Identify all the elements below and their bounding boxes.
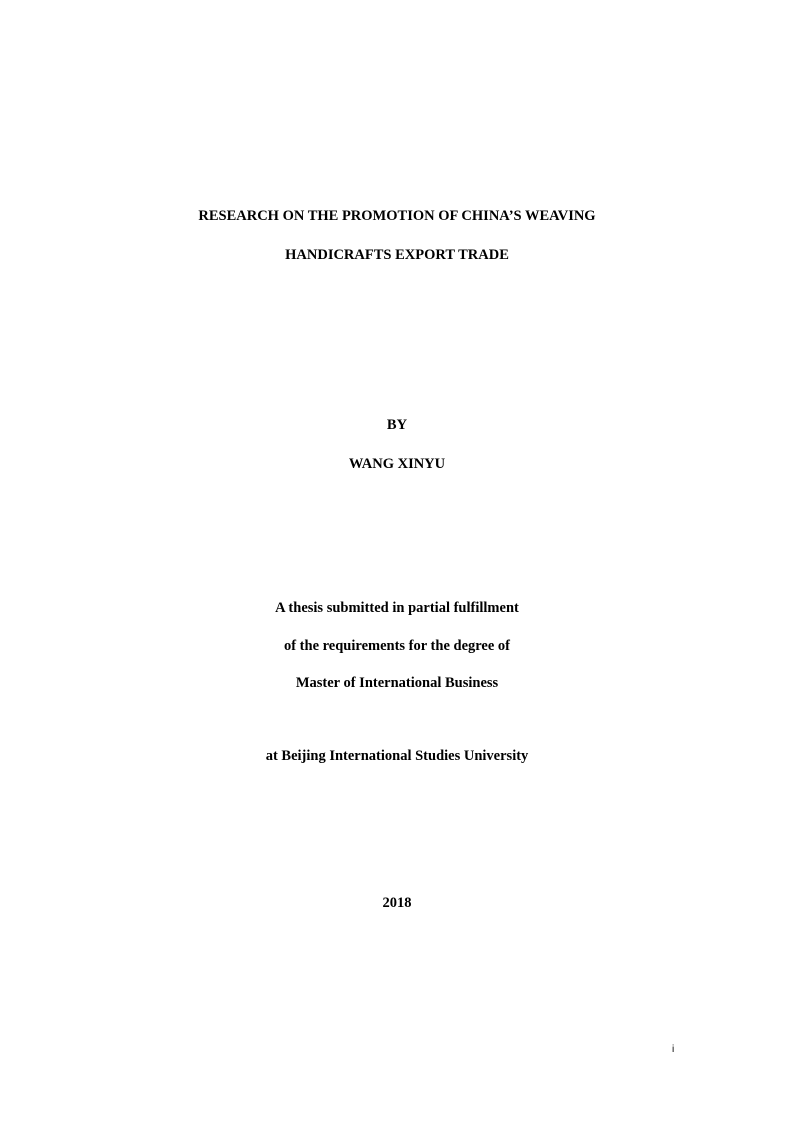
by-label: BY	[386, 417, 408, 433]
degree-name: Master of International Business	[295, 675, 499, 691]
thesis-title-line-2: HANDICRAFTS EXPORT TRADE	[285, 247, 509, 263]
degree-statement-line-1: A thesis submitted in partial fulfillment	[275, 600, 519, 616]
submission-year: 2018	[382, 895, 412, 911]
institution-name: at Beijing International Studies University	[265, 748, 529, 764]
thesis-title-line-1: RESEARCH ON THE PROMOTION OF CHINA’S WEAVING	[198, 208, 596, 224]
page-number: i	[672, 1044, 675, 1055]
author-name: WANG XINYU	[348, 456, 446, 472]
degree-statement-line-2: of the requirements for the degree of	[283, 638, 511, 654]
